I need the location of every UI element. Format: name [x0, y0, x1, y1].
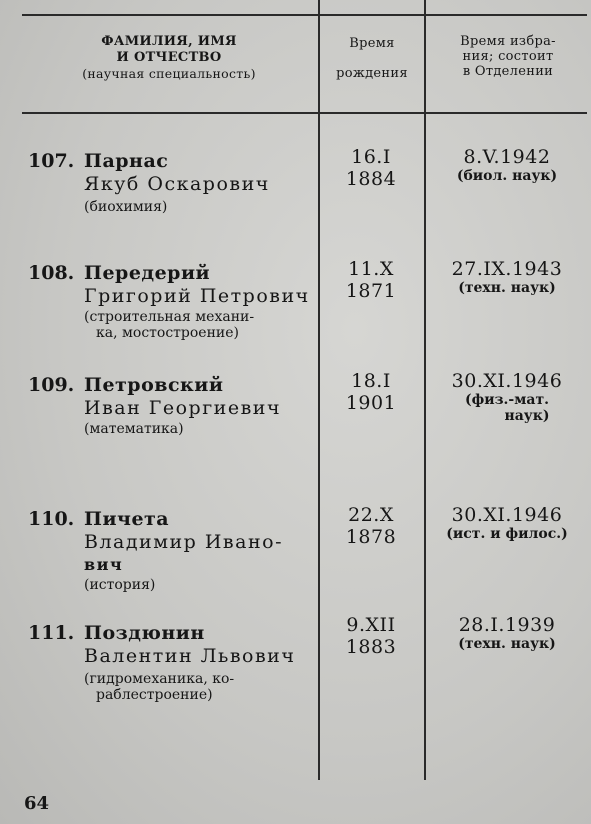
header-name-line3: (научная специальность) [82, 66, 256, 81]
birth-day: 16.I [351, 146, 391, 168]
specialty-line: (гидромеханика, ко- [84, 671, 235, 687]
elected-date: 30.XI.1946 [451, 370, 563, 392]
birth-year: 1878 [345, 526, 397, 548]
entry-surname: Парнас [84, 150, 169, 172]
table-top-rule [22, 14, 587, 16]
header-elected-column [428, 34, 588, 79]
header-name-column [26, 34, 312, 82]
entry-given-name: Валентин Львович [84, 645, 296, 667]
elected-dept-line: (физ.-мат. [464, 392, 550, 408]
specialty-line: раблестроение) [96, 687, 213, 703]
header-elected-line2: ния; состоит [462, 49, 554, 64]
entry-number: 109. [28, 374, 75, 396]
entry-specialty: (математика) [84, 421, 184, 437]
page-number: 64 [24, 793, 50, 814]
elected-date: 28.I.1939 [458, 614, 556, 636]
header-birth-column [322, 36, 422, 82]
specialty-line: ка, мостостроение) [96, 325, 240, 341]
entry-specialty [84, 671, 314, 703]
header-birth-line2: рождения [336, 66, 408, 81]
birth-day: 9.XII [346, 614, 396, 636]
birth-year: 1901 [345, 392, 397, 414]
elected-date: 30.XI.1946 [451, 504, 563, 526]
birth-year: 1883 [345, 636, 397, 658]
entry-surname: Передерий [84, 262, 211, 284]
elected-dept: (техн. наук) [458, 280, 556, 296]
entry-elected [432, 370, 582, 424]
birth-year: 1884 [345, 168, 397, 190]
birth-day: 18.I [351, 370, 391, 392]
entry-elected [432, 614, 582, 652]
header-name-line2: И ОТЧЕСТВО [116, 50, 222, 65]
entry-given-name: Григорий Петрович [84, 285, 310, 307]
header-name-line1: ФАМИЛИЯ, ИМЯ [101, 34, 237, 49]
entry-surname: Пичета [84, 508, 170, 530]
birth-day: 11.X [348, 258, 394, 280]
entry-birth [326, 258, 416, 302]
entry-elected [432, 146, 582, 184]
entry-birth [326, 146, 416, 190]
entry-surname: Петровский [84, 374, 224, 396]
birth-day: 22.X [348, 504, 394, 526]
specialty-line: (строительная механи- [84, 309, 255, 325]
entry-given-name: Якуб Оскарович [84, 173, 270, 195]
entry-elected [432, 258, 582, 296]
entry-specialty: (биохимия) [84, 199, 168, 215]
entry-given-name: Иван Георгиевич [84, 397, 282, 419]
column-divider-1 [318, 0, 320, 780]
header-bottom-rule [22, 112, 587, 114]
entry-specialty: (история) [84, 577, 156, 593]
elected-dept: (техн. наук) [458, 636, 556, 652]
entry-specialty [84, 309, 314, 341]
entry-birth [326, 504, 416, 548]
entry-given-name: Владимир Ивано- [84, 531, 283, 553]
entry-number: 111. [28, 622, 75, 644]
entry-birth [326, 370, 416, 414]
header-elected-line3: в Отделении [462, 64, 554, 79]
elected-date: 8.V.1942 [463, 146, 551, 168]
entry-number: 108. [28, 262, 75, 284]
entry-elected [432, 504, 582, 542]
elected-date: 27.IX.1943 [451, 258, 563, 280]
elected-dept-line: наук) [504, 408, 550, 424]
entry-number: 110. [28, 508, 75, 530]
elected-dept: (ист. и филос.) [446, 526, 568, 542]
entry-surname: Поздюнин [84, 622, 205, 644]
entry-given-name-cont: вич [84, 555, 124, 574]
elected-dept: (биол. наук) [456, 168, 558, 184]
header-elected-line1: Время избра- [460, 34, 556, 49]
header-birth-line1: Время [349, 36, 395, 51]
entry-number: 107. [28, 150, 75, 172]
entry-birth [326, 614, 416, 658]
column-divider-2 [424, 0, 426, 780]
birth-year: 1871 [345, 280, 397, 302]
